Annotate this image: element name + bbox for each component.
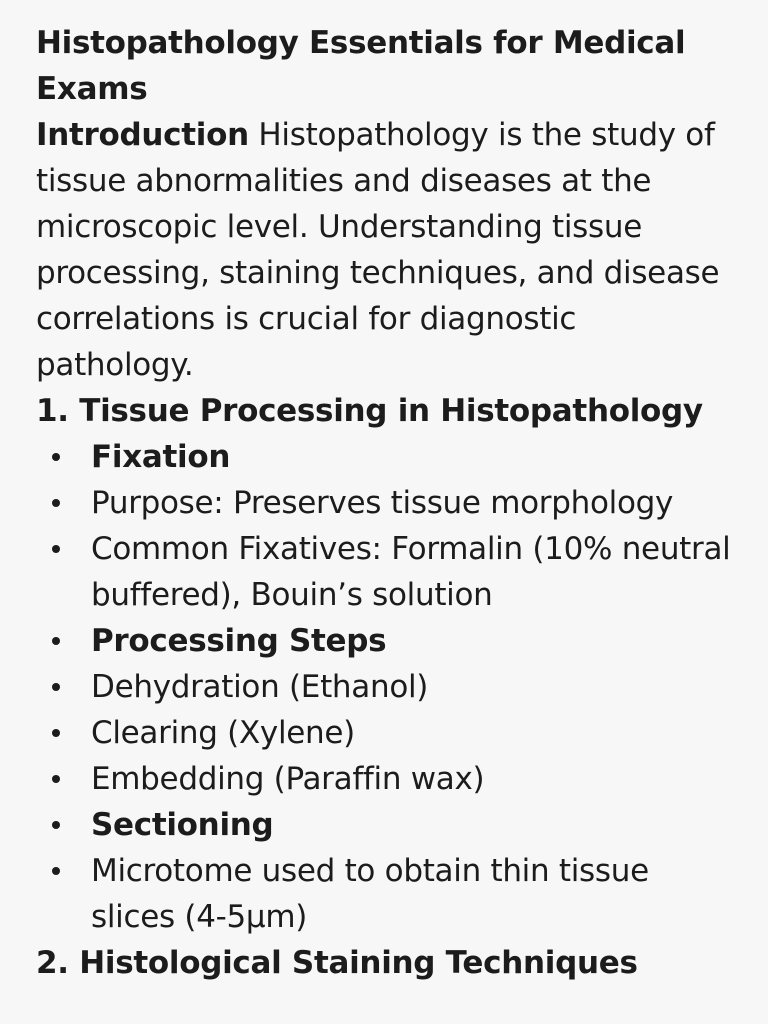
document-title: Histopathology Essentials for Medical Exams	[36, 25, 686, 107]
introduction-text: Histopathology is the study of tissue abnormalities and diseases at the microscopic level. Understanding tissue processing, staining techniques, and disease correlations is crucial for diagnostic pathology.	[36, 117, 720, 383]
list-item-sectioning: Sectioning	[36, 802, 732, 848]
list-item-clearing: Clearing (Xylene)	[36, 710, 732, 756]
tissue-processing-list	[36, 434, 732, 940]
list-item-microtome: Microtome used to obtain thin tissue slices (4-5µm)	[36, 848, 732, 940]
section-heading-tissue-processing: 1. Tissue Processing in Histopathology	[36, 393, 703, 429]
list-item-embedding: Embedding (Paraffin wax)	[36, 756, 732, 802]
introduction-label: Introduction	[36, 117, 249, 153]
list-item-dehydration: Dehydration (Ethanol)	[36, 664, 732, 710]
list-item-common-fixatives: Common Fixatives: Formalin (10% neutral buffered), Bouin’s solution	[36, 526, 732, 618]
introduction-paragraph	[36, 112, 732, 388]
list-item-fixation: Fixation	[36, 434, 732, 480]
list-item-purpose: Purpose: Preserves tissue morphology	[36, 480, 732, 526]
list-item-processing-steps: Processing Steps	[36, 618, 732, 664]
section-heading-staining-techniques: 2. Histological Staining Techniques	[36, 945, 638, 981]
